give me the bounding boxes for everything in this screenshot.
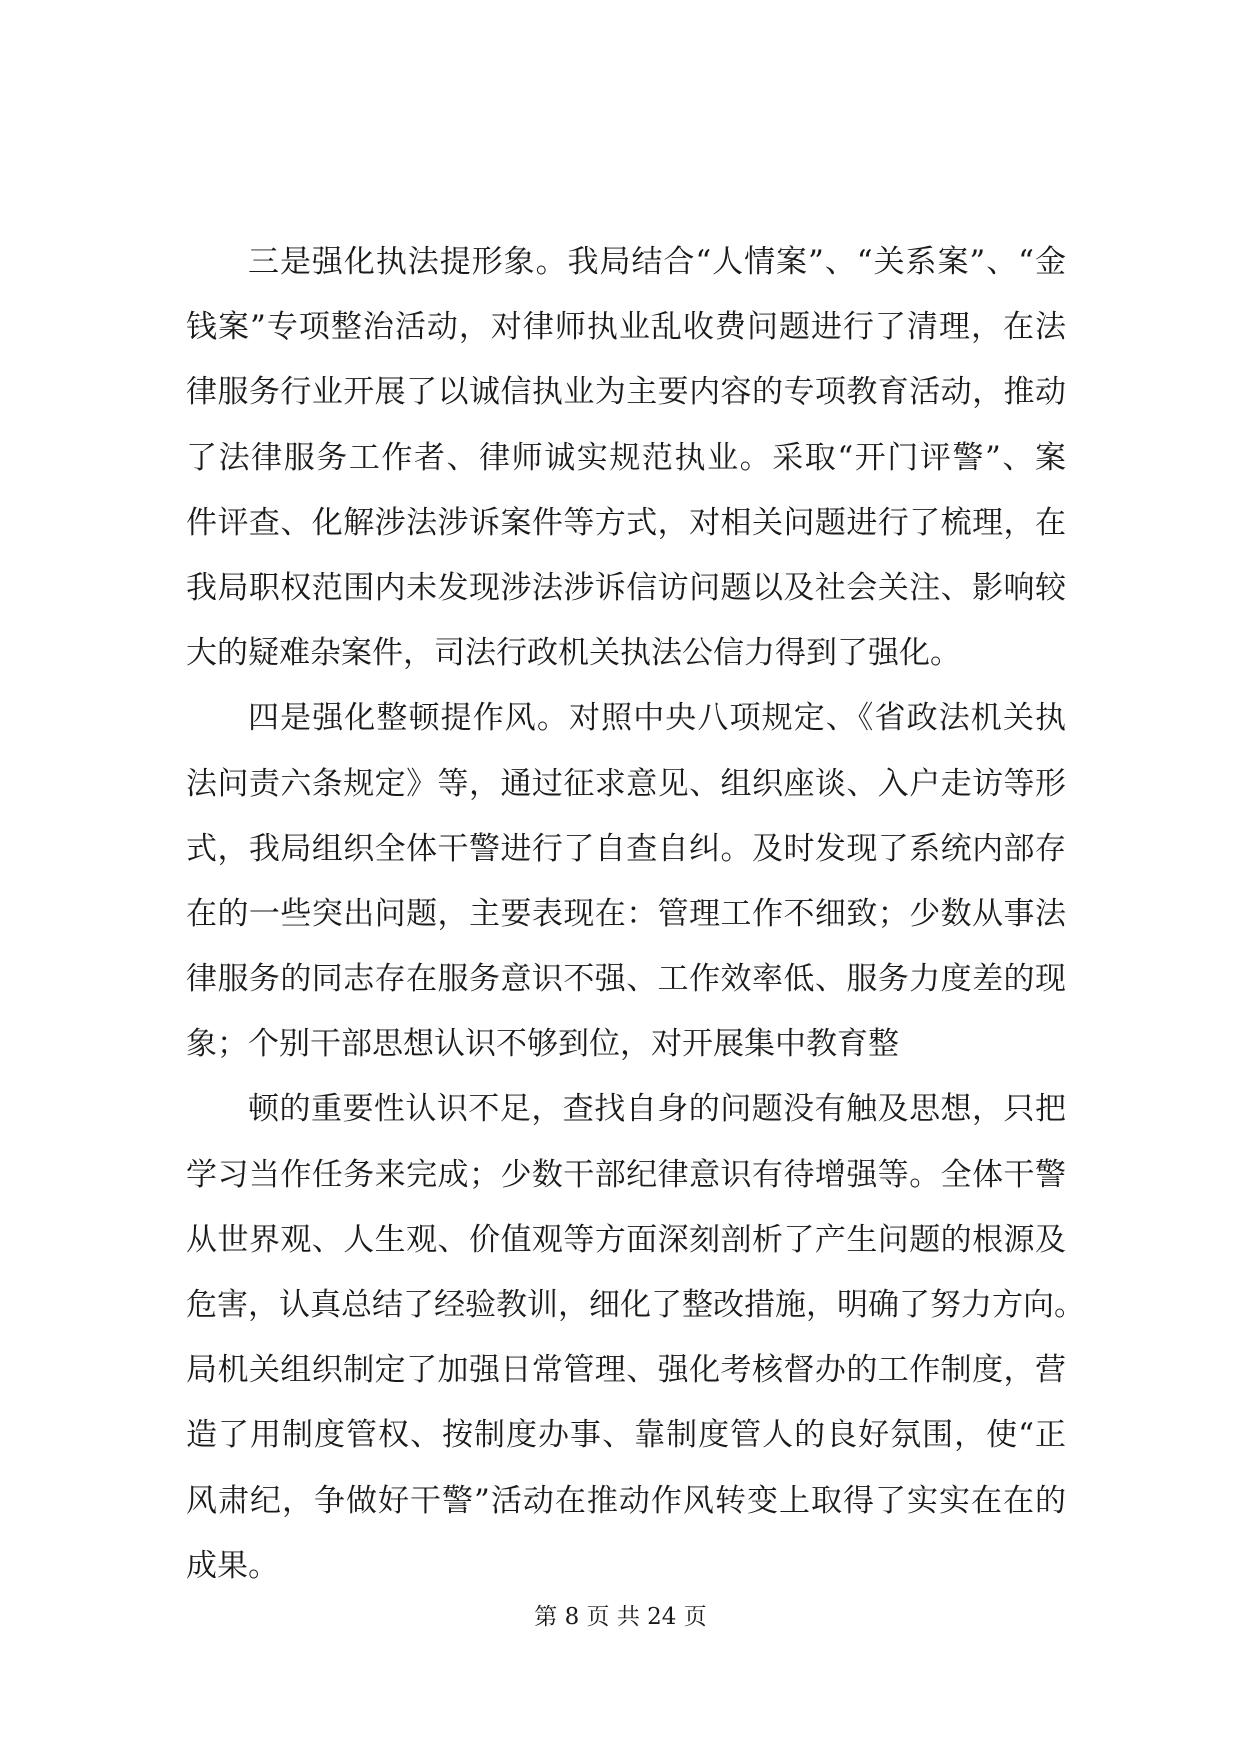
text-line: 危害，认真总结了经验教训，细化了整改措施，明确了努力方向。: [186, 1287, 1085, 1323]
text-line: 风肃纪，争做好干警”活动在推动作风转变上取得了实实在在的: [186, 1482, 1066, 1519]
text-line: 四是强化整顿提作风。对照中央八项规定、《省政法机关执: [248, 700, 1066, 737]
text-line: 法问责六条规定》等，通过征求意见、组织座谈、入户走访等形: [186, 765, 1066, 802]
text-line: 大的疑难杂案件，司法行政机关执法公信力得到了强化。: [186, 635, 961, 672]
text-line: 成果。: [186, 1547, 279, 1584]
text-line: 局机关组织制定了加强日常管理、强化考核督办的工作制度，营: [186, 1352, 1066, 1389]
text-line: 在的一些突出问题，主要表现在：管理工作不细致；少数从事法: [186, 895, 1066, 932]
text-line: 我局职权范围内未发现涉法涉诉信访问题以及社会关注、影响较: [186, 569, 1066, 606]
text-line: 顿的重要性认识不足，查找自身的问题没有触及思想，只把: [248, 1091, 1066, 1128]
paragraph-strengthen-law-enforcement: [186, 230, 1066, 686]
body-text: [186, 230, 1085, 1599]
text-line: 三是强化执法提形象。我局结合“人情案”、“关系案”、“金: [248, 244, 1066, 280]
text-line: 从世界观、人生观、价值观等方面深刻剖析了产生问题的根源及: [186, 1221, 1066, 1258]
text-line: 造了用制度管权、按制度办事、靠制度管人的良好氛围，使“正: [186, 1417, 1066, 1454]
text-line: 了法律服务工作者、律师诚实规范执业。采取“开门评警”、案: [186, 439, 1066, 476]
text-line: 式，我局组织全体干警进行了自查自纠。及时发现了系统内部存: [186, 830, 1066, 867]
text-line: 律服务行业开展了以诚信执业为主要内容的专项教育活动，推动: [186, 374, 1066, 411]
page-number-footer: 第 8 页 共 24 页: [534, 1604, 707, 1630]
text-line: 学习当作任务来完成；少数干部纪律意识有待增强等。全体干警: [186, 1156, 1066, 1193]
text-line: 钱案”专项整治活动，对律师执业乱收费问题进行了清理，在法: [186, 309, 1066, 346]
paragraph-continuation: [186, 1077, 1085, 1599]
text-line: 件评查、化解涉法涉诉案件等方式，对相关问题进行了梳理，在: [186, 504, 1066, 541]
text-line: 律服务的同志存在服务意识不强、工作效率低、服务力度差的现: [186, 961, 1066, 998]
text-line: 象；个别干部思想认识不够到位，对开展集中教育整: [186, 1026, 899, 1063]
paragraph-strengthen-rectification: [186, 686, 1066, 1077]
